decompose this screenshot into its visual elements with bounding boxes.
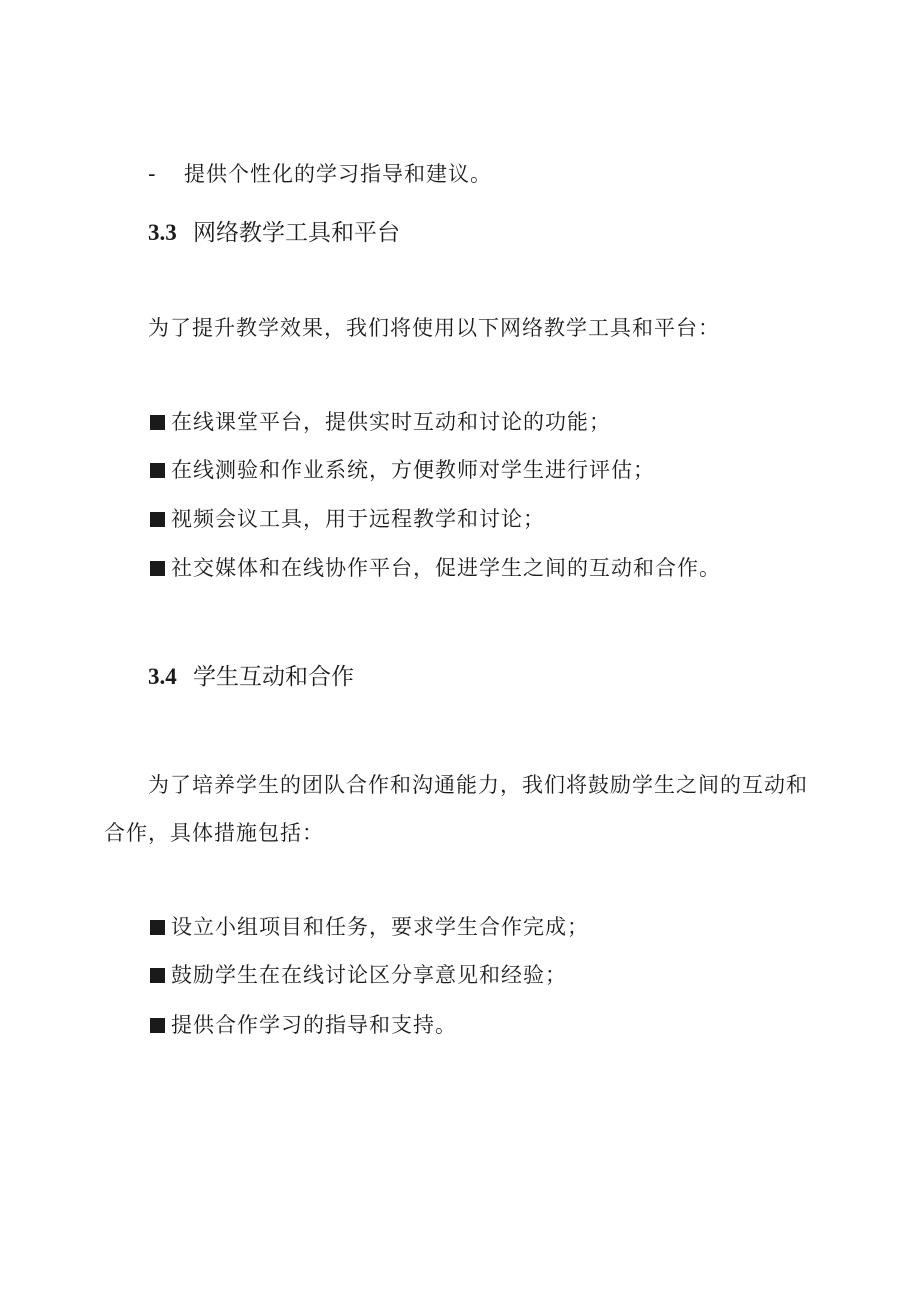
list-item-text: 在线测验和作业系统，方便教师对学生进行评估； bbox=[171, 458, 655, 482]
square-bullet-icon bbox=[150, 561, 165, 576]
dash-marker: - bbox=[148, 162, 157, 186]
list-item bbox=[150, 961, 567, 989]
square-bullet-icon bbox=[150, 415, 165, 430]
paragraph-line: 为了培养学生的团队合作和沟通能力，我们将鼓励学生之间的互动和 bbox=[148, 773, 808, 797]
square-bullet-icon bbox=[150, 968, 165, 983]
list-item-text: 视频会议工具，用于远程教学和讨论； bbox=[171, 507, 545, 531]
list-item-text: 提供合作学习的指导和支持。 bbox=[171, 1013, 457, 1037]
list-item-text: 设立小组项目和任务，要求学生合作完成； bbox=[171, 915, 589, 939]
list-item bbox=[150, 456, 655, 484]
section-number: 3.3 bbox=[148, 220, 177, 245]
list-item-text: 在线课堂平台，提供实时互动和讨论的功能； bbox=[171, 410, 611, 434]
list-item bbox=[150, 505, 545, 533]
square-bullet-icon bbox=[150, 463, 165, 478]
paragraph: 为了提升教学效果，我们将使用以下网络教学工具和平台： bbox=[148, 316, 720, 340]
square-bullet-icon bbox=[150, 512, 165, 527]
list-item bbox=[150, 913, 589, 941]
list-item bbox=[150, 1011, 457, 1039]
section-heading-3-4 bbox=[148, 662, 354, 692]
section-number: 3.4 bbox=[148, 664, 177, 689]
list-item bbox=[148, 160, 492, 188]
square-bullet-icon bbox=[150, 1018, 165, 1033]
list-item-text: 提供个性化的学习指导和建议。 bbox=[183, 162, 492, 186]
section-title: 学生互动和合作 bbox=[193, 664, 354, 690]
list-item bbox=[150, 408, 611, 436]
list-item-text: 鼓励学生在在线讨论区分享意见和经验； bbox=[171, 963, 567, 987]
list-item-text: 社交媒体和在线协作平台，促进学生之间的互动和合作。 bbox=[171, 556, 721, 580]
section-heading-3-3 bbox=[148, 218, 400, 248]
paragraph-line: 合作，具体措施包括： bbox=[104, 821, 324, 845]
list-item bbox=[150, 554, 721, 582]
square-bullet-icon bbox=[150, 920, 165, 935]
section-title: 网络教学工具和平台 bbox=[193, 220, 400, 246]
